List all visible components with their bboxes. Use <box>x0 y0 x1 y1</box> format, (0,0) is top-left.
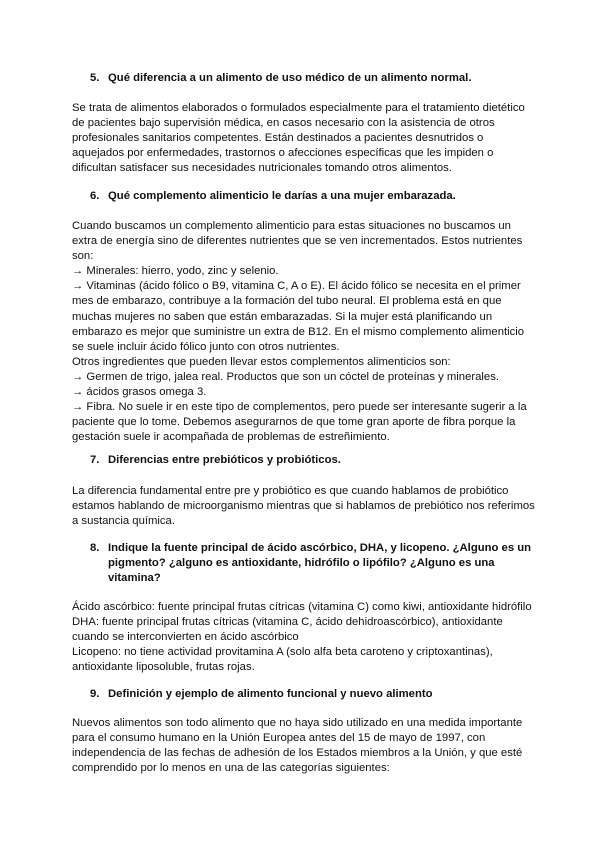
question-title-line: pigmento? ¿alguno es antioxidante, hidrófilo o lipófilo? ¿Alguno es una <box>108 557 495 569</box>
text-line: → Vitaminas (ácido fólico o B9, vitamina C, A o E). El ácido fólico se necesita en el primer <box>72 280 521 293</box>
text-line: DHA: fuente principal frutas cítricas (vitamina C, ácido dehidroascórbico), antioxidante <box>72 616 503 629</box>
text-line: Licopeno: no tiene actividad provitamina A (solo alfa beta caroteno y criptoxantinas), <box>72 646 493 659</box>
text-line: → Germen de trigo, jalea real. Productos que son un cóctel de proteínas y minerales. <box>72 370 499 383</box>
question-6-heading <box>90 189 550 204</box>
question-number: 7. <box>90 454 100 466</box>
question-8-heading <box>90 541 550 586</box>
text-line: La diferencia fundamental entre pre y probiótico es que cuando hablamos de probiótico <box>72 485 509 497</box>
text-line: Se trata de alimentos elaborados o formulados especialmente para el tratamiento dietético <box>72 102 525 114</box>
question-9-heading <box>90 687 550 702</box>
text-line: extra de energía sino de diferentes nutrientes que se ven incrementados. Estos nutrientes <box>72 235 523 248</box>
text-line: Ácido ascórbico: fuente principal frutas cítricas (vitamina C) como kiwi, antioxidante hidrófilo <box>72 601 532 613</box>
text-line: profesionales sanitarios competentes. Están destinados a pacientes desnutridos o <box>72 132 484 145</box>
text-line: son: <box>72 250 94 263</box>
question-title: Diferencias entre prebióticos y probióticos. <box>108 454 341 466</box>
text-line: a sustancia química. <box>72 515 175 528</box>
text-line: para el consumo humano en la Unión Europea antes del 15 de mayo de 1997, con <box>72 732 486 745</box>
question-title: Qué diferencia a un alimento de uso médico de un alimento normal. <box>108 72 472 84</box>
text-line: dificultan satisfacer sus necesidades nutricionales tomando otros alimentos. <box>72 162 452 175</box>
text-line: → Fibra. No suele ir en este tipo de complementos, pero puede ser interesante sugerir a la <box>72 401 527 414</box>
text-line: cuando se interconvierten en ácido ascórbico <box>72 631 299 644</box>
text-line: Otros ingredientes que pueden llevar estos complementos alimenticios son: <box>72 355 451 368</box>
answer-5-paragraph <box>72 101 542 176</box>
text-line: paciente que lo tome. Debemos asegurarnos de que tome gran aporte de fibra porque la <box>72 416 516 429</box>
text-line: → ácidos grasos omega 3. <box>72 386 207 399</box>
text-line: mes de embarazo, contribuye a la formación del tubo neural. El problema está en que <box>72 295 502 308</box>
text-line: embarazo es mejor que suministre un extra de B12. En el mismo complemento alimenticio <box>72 325 525 338</box>
text-line: Cuando buscamos un complemento alimenticio para estas situaciones no buscamos un <box>72 220 511 232</box>
answer-9-paragraph <box>72 716 542 776</box>
question-number: 6. <box>90 190 100 202</box>
text-line: se suele incluir ácido fólico junto con otros nutrientes. <box>72 340 340 353</box>
question-7-heading <box>90 453 550 468</box>
answer-6-paragraph <box>72 219 542 445</box>
question-number: 9. <box>90 688 100 700</box>
text-line: estamos hablando de microorganismo mientras que si hablamos de prebiótico nos referimos <box>72 500 535 513</box>
question-title: Qué complemento alimenticio le darías a una mujer embarazada. <box>108 190 456 202</box>
question-title-line: vitamina? <box>108 572 161 584</box>
question-5-heading <box>90 71 550 86</box>
text-line: comprendido por lo menos en una de las categorías siguientes: <box>72 762 390 775</box>
text-line: antioxidante liposoluble, frutas rojas. <box>72 661 255 674</box>
question-number: 5. <box>90 72 100 84</box>
text-line: aquejados por enfermedades, trastornos o afecciones específicas que les impiden o <box>72 147 494 160</box>
answer-7-paragraph <box>72 484 542 529</box>
answer-8-paragraph <box>72 600 542 675</box>
question-title-line: Indique la fuente principal de ácido ascórbico, DHA, y licopeno. ¿Alguno es un <box>108 542 532 554</box>
text-line: muchas mujeres no saben que están embarazadas. Si la mujer está planificando un <box>72 310 493 323</box>
question-title: Definición y ejemplo de alimento funcional y nuevo alimento <box>108 688 433 700</box>
text-line: independencia de las fechas de adhesión de los Estados miembros a la Unión, y que esté <box>72 747 523 760</box>
text-line: de pacientes bajo supervisión médica, en casos necesario con la asistencia de otros <box>72 117 495 130</box>
text-line: Nuevos alimentos son todo alimento que no haya sido utilizado en una medida importante <box>72 717 523 729</box>
question-number: 8. <box>90 542 100 554</box>
text-line: gestación suele ir acompañada de problemas de estreñimiento. <box>72 431 390 444</box>
text-line: → Minerales: hierro, yodo, zinc y selenio. <box>72 265 279 278</box>
